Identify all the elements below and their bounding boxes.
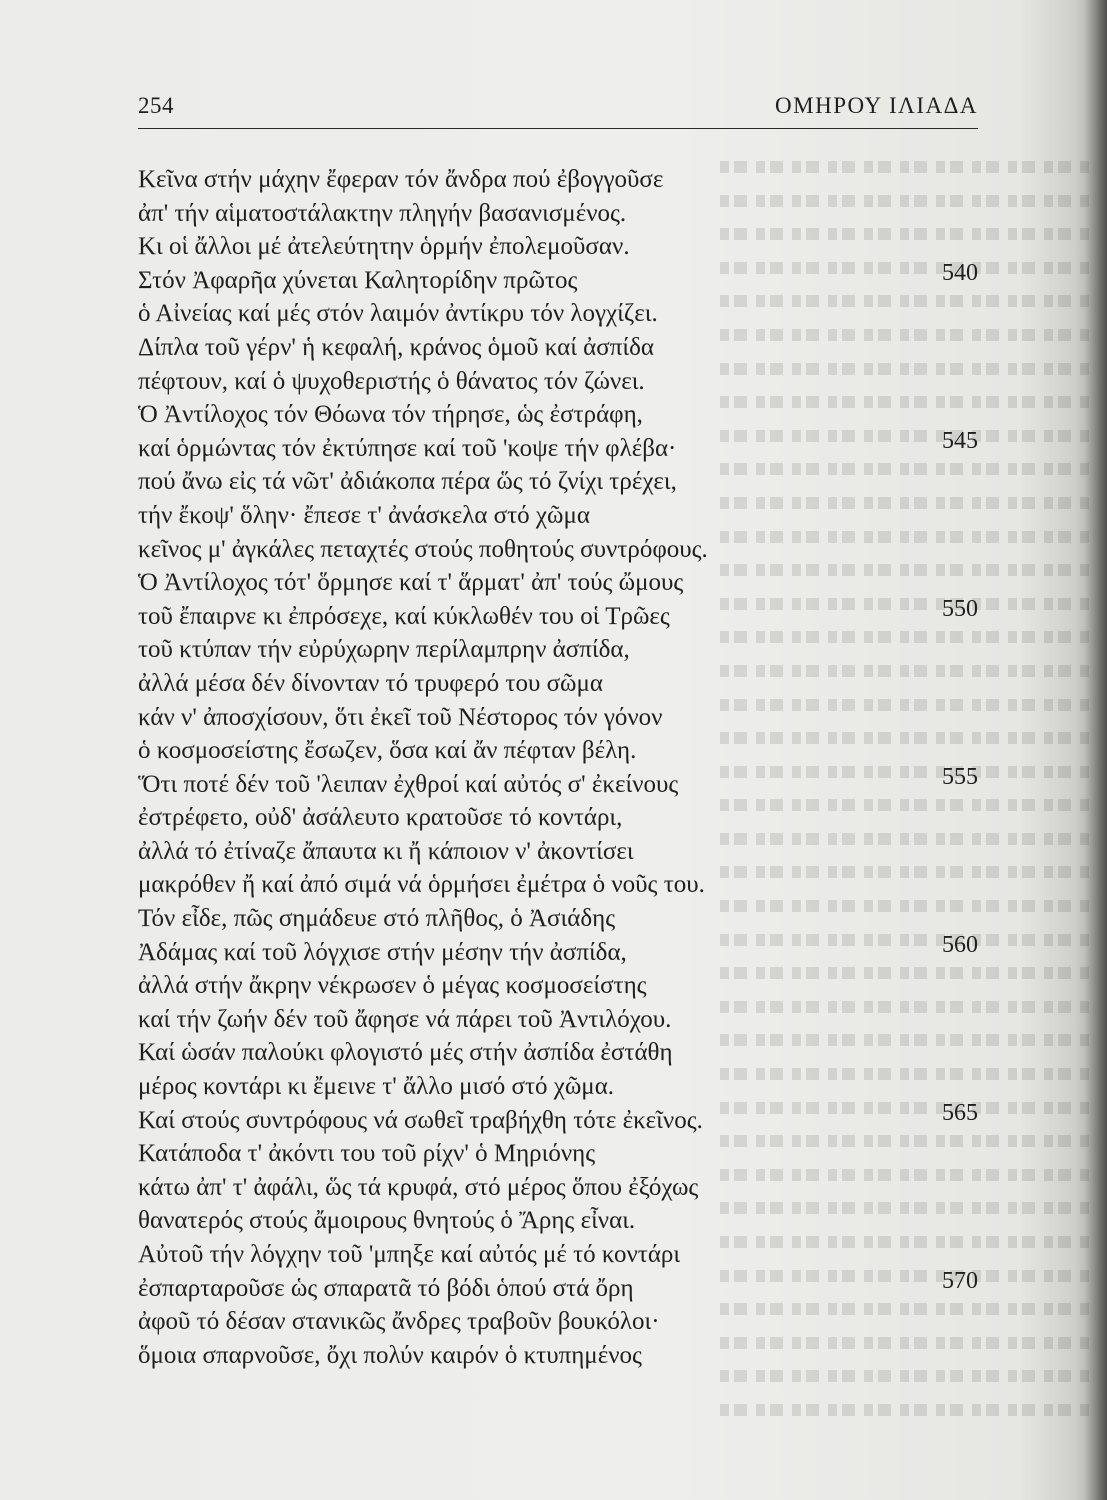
verse-number: 570 <box>942 1267 978 1294</box>
verse-text: θανατερός στούς ἄμοιρους θνητούς ὁ Ἄρης εἶναι. <box>138 1207 636 1235</box>
verse-line <box>138 969 988 1003</box>
verse-text: Καί στούς συντρόφους νά σωθεῖ τραβήχθη τότε ἐκεῖνος. <box>138 1106 703 1134</box>
verse-text: κεῖνος μ' ἀγκάλες πεταχτές στούς ποθητούς συντρόφους. <box>138 535 708 563</box>
verse-number: 540 <box>942 259 978 286</box>
verse-line <box>138 1238 988 1272</box>
verse-text: μακρόθεν ἤ καί ἀπό σιμά νά ὁρμήσει ἐμέτρα ὁ νοῦς του. <box>138 871 705 899</box>
verse-line <box>138 259 988 298</box>
verse-line <box>138 1070 988 1104</box>
verse-line <box>138 427 988 466</box>
verse-text: τοῦ κτύπαν τήν εὐρύχωρην περίλαμπρην ἀσπίδα, <box>138 636 630 664</box>
verse-text: τοῦ ἔπαιρνε κι ἐπρόσεχε, καί κύκλωθέν του οἱ Τρῶες <box>138 602 670 630</box>
verse-line <box>138 633 988 667</box>
header-rule <box>138 128 978 129</box>
verse-line <box>138 566 988 600</box>
verse-line <box>138 297 988 331</box>
verse-number: 555 <box>942 763 978 790</box>
verse-text: ἀλλά στήν ἄκρην νέκρωσεν ὁ μέγας κοσμοσείστης <box>138 972 647 1000</box>
verse-line <box>138 931 988 970</box>
running-head <box>138 93 978 125</box>
verse-line <box>138 163 988 197</box>
verse-text: ἀπ' τήν αἱματοστάλακτην πληγήν βασανισμένος. <box>138 199 627 227</box>
verse-text: ἀλλά τό ἐτίναζε ἄπαυτα κι ἤ κάποιον ν' ἀκοντίσει <box>138 837 634 865</box>
verse-line <box>138 1305 988 1339</box>
verse-line <box>138 835 988 869</box>
verse-text: ἀφοῦ τό δέσαν στανικῶς ἄνδρες τραβοῦν βουκόλοι· <box>138 1308 660 1336</box>
verse-text: κάτω ἀπ' τ' ἀφάλι, ὥς τά κρυφά, στό μέρος ὅπου ἐξόχως <box>138 1173 699 1201</box>
verse-text: Ὅτι ποτέ δέν τοῦ 'λειπαν ἐχθροί καί αὐτός σ' ἐκείνους <box>138 770 679 798</box>
show-through-row <box>720 1393 1090 1427</box>
verse-line <box>138 734 988 768</box>
verse-text: πού ἄνω εἰς τά νῶτ' ἀδιάκοπα πέρα ὥς τό ζνίχι τρέχει, <box>138 468 677 496</box>
verse-line <box>138 763 988 802</box>
verse-number: 565 <box>942 1099 978 1126</box>
verse-line <box>138 230 988 264</box>
verse-line <box>138 902 988 936</box>
verse-line <box>138 365 988 399</box>
verse-text: Αὐτοῦ τήν λόγχην τοῦ 'μπηξε καί αὐτός μέ τό κοντάρι <box>138 1241 681 1268</box>
verse-text: Στόν Ἀφαρῆα χύνεται Καλητορίδην πρῶτος <box>138 266 578 294</box>
verse-line <box>138 1267 988 1306</box>
verse-text: ἐστρέφετο, οὐδ' ἀσάλευτο κρατοῦσε τό κοντάρι, <box>138 804 623 832</box>
verse-text: ὁ κοσμοσείστης ἔσωζεν, ὅσα καί ἄν πέφταν βέλη. <box>138 737 637 765</box>
verse-text: Κεῖνα στήν μάχην ἔφεραν τόν ἄνδρα πού ἐβογγοῦσε <box>138 166 664 193</box>
verse-text: Καί ὡσάν παλούκι φλογιστό μές στήν ἀσπίδα ἐστάθη <box>138 1039 673 1067</box>
verse-line <box>138 533 988 567</box>
verse-text: ὅμοια σπαρνοῦσε, ὄχι πολύν καιρόν ὁ κτυπημένος <box>138 1341 642 1369</box>
verse-text: Ὁ Ἀντίλοχος τότ' ὅρμησε καί τ' ἅρματ' ἀπ' τούς ὤμους <box>138 569 684 597</box>
verse-line <box>138 1339 988 1373</box>
verse-text: Κατάποδα τ' ἀκόντι του τοῦ ρίχν' ὁ Μηριόνης <box>138 1140 596 1168</box>
verse-line <box>138 1137 988 1171</box>
verse-line <box>138 701 988 735</box>
verse-text: Δίπλα τοῦ γέρν' ἡ κεφαλή, κράνος ὁμοῦ καί ἀσπίδα <box>138 333 654 361</box>
verse-number: 560 <box>942 931 978 958</box>
verse-text: ἀλλά μέσα δέν δίνονταν τό τρυφερό του σῶμα <box>138 669 604 697</box>
verse-line <box>138 499 988 533</box>
verse-line <box>138 398 988 432</box>
verse-text: κάν ν' ἀποσχίσουν, ὅτι ἐκεῖ τοῦ Νέστορος τόν γόνον <box>138 703 663 731</box>
verse-text: Κι οἱ ἄλλοι μέ ἀτελεύτητην ὁρμήν ἐπολεμοῦσαν. <box>138 233 630 261</box>
verse-line <box>138 197 988 231</box>
verse-line <box>138 1003 988 1037</box>
verse-line <box>138 331 988 365</box>
verse-text: Τόν εἶδε, πῶς σημάδευε στό πλῆθος, ὁ Ἀσιάδης <box>138 905 616 933</box>
page-spine-shadow <box>1085 0 1107 1500</box>
verse-line <box>138 868 988 902</box>
verse-line <box>138 1036 988 1070</box>
book-title: ΟΜΗΡΟΥ ΙΛΙΑΔΑ <box>775 93 978 118</box>
verse-line <box>138 1204 988 1238</box>
verse-line <box>138 1099 988 1138</box>
verse-text: καί ὁρμώντας τόν ἐκτύπησε καί τοῦ 'κοψε τήν φλέβα· <box>138 434 677 462</box>
verse-text: Ὁ Ἀντίλοχος τόν Θόωνα τόν τήρησε, ὡς ἐστράφη, <box>138 401 643 429</box>
verse-number: 545 <box>942 427 978 454</box>
verse-line <box>138 595 988 634</box>
verse-text: τήν ἔκοψ' ὅλην· ἔπεσε τ' ἀνάσκελα στό χῶμα <box>138 501 590 529</box>
verse-line <box>138 465 988 499</box>
verse-line <box>138 667 988 701</box>
verse-number: 550 <box>942 595 978 622</box>
verse-text: ἐσπαρταροῦσε ὡς σπαρατᾶ τό βόδι ὁπού στά ὄρη <box>138 1274 634 1302</box>
verse-text: ὁ Αἰνείας καί μές στόν λαιμόν ἀντίκρυ τόν λογχίζει. <box>138 300 658 328</box>
verse-text: πέφτουν, καί ὁ ψυχοθεριστής ὁ θάνατος τόν ζώνει. <box>138 367 645 395</box>
verse-text: καί τήν ζωήν δέν τοῦ ἄφησε νά πάρει τοῦ Ἀντιλόχου. <box>138 1005 672 1033</box>
verse-text: Ἀδάμας καί τοῦ λόγχισε στήν μέσην τήν ἀσπίδα, <box>138 938 627 966</box>
verse-line <box>138 1171 988 1205</box>
verse-text: μέρος κοντάρι κι ἔμεινε τ' ἄλλο μισό στό χῶμα. <box>138 1073 615 1101</box>
verse-line <box>138 801 988 835</box>
page-number: 254 <box>138 93 174 118</box>
verse-block <box>138 163 988 1372</box>
